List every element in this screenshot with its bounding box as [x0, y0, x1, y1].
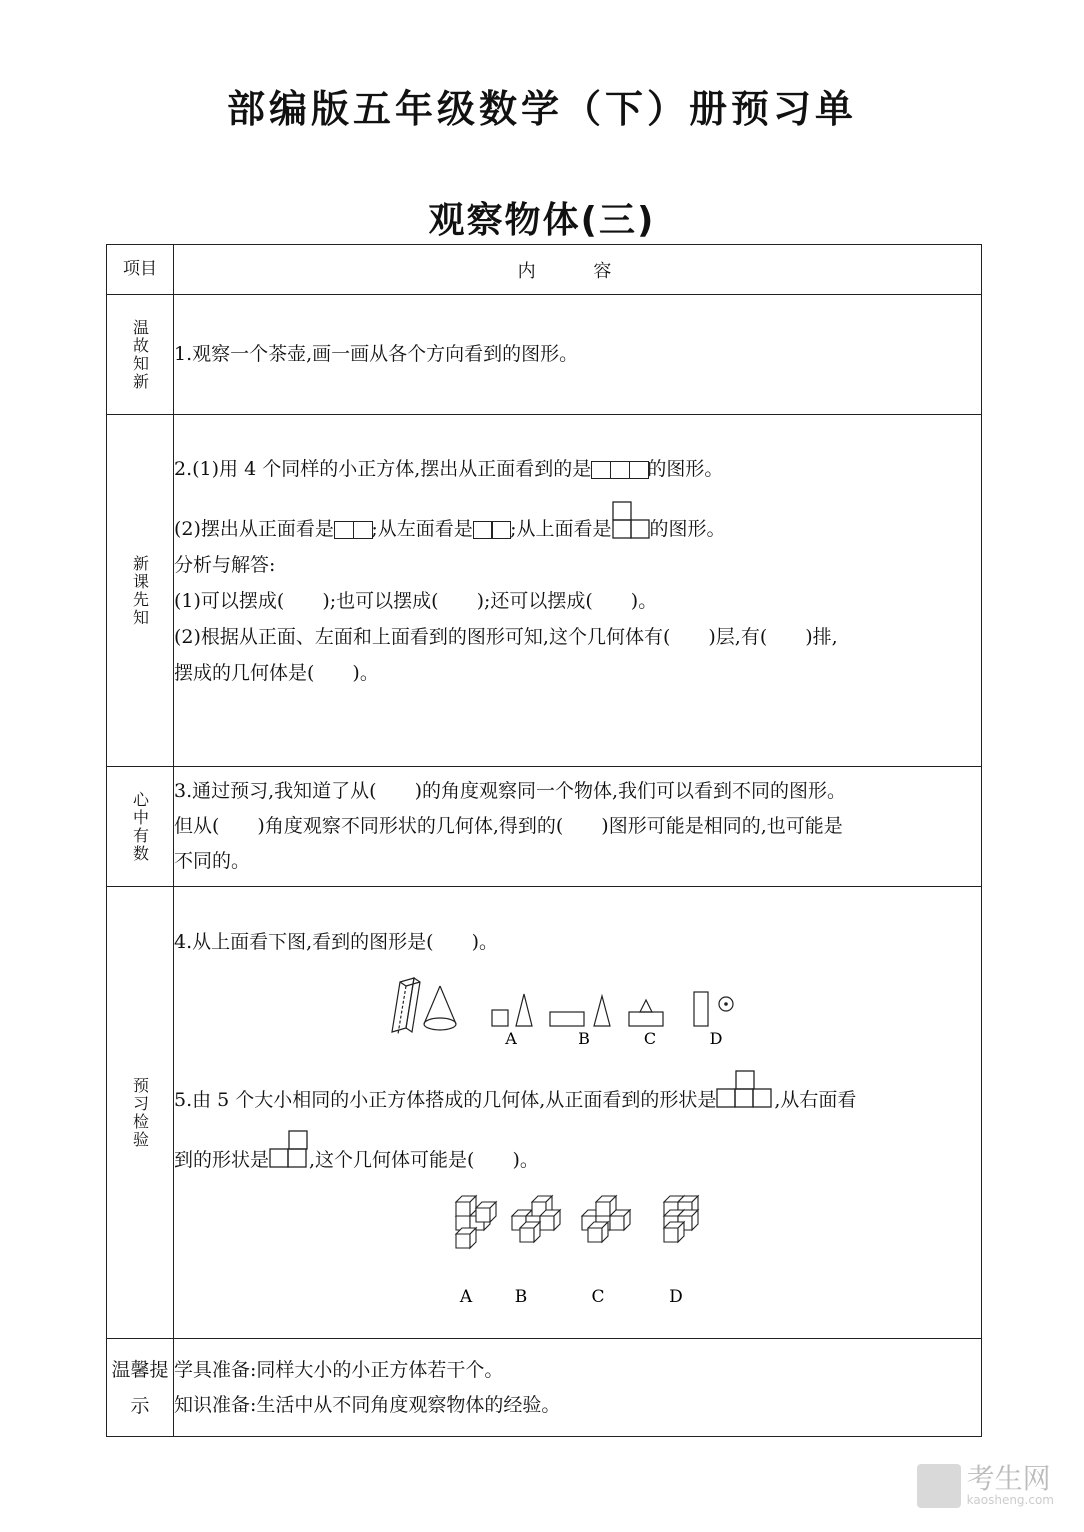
row-label: 温馨提示	[107, 1339, 174, 1437]
answer-line-3: 摆成的几何体是( )。	[174, 661, 379, 684]
option-label: B	[578, 1029, 590, 1048]
question-5-line-1: 5.由 5 个大小相同的小正方体搭成的几何体,从正面看到的形状是 ,从右面看	[174, 1070, 981, 1118]
question-1: 1.观察一个茶壶,画一画从各个方向看到的图形。	[174, 343, 579, 365]
answer-line-1: (1)可以摆成( );也可以摆成( );还可以摆成( )。	[174, 589, 658, 612]
table-row	[107, 887, 982, 1339]
row-label: 新课先知	[107, 415, 174, 767]
header-item: 项目	[107, 245, 174, 295]
table-row	[107, 767, 982, 887]
tip-line: 学具准备:同样大小的小正方体若干个。	[174, 1358, 504, 1381]
row-content	[174, 887, 982, 1339]
question-3-line-3: 不同的。	[174, 850, 251, 872]
watermark-text: 考生网	[966, 1462, 1051, 1495]
page-title: 部编版五年级数学（下）册预习单	[226, 87, 857, 131]
question-5-line-2: 到的形状是 ,这个几何体可能是( )。	[174, 1130, 981, 1178]
question-2-line-2	[174, 501, 981, 547]
text: 2.(1)用 4 个同样的小正方体,摆出从正面看到的是	[174, 457, 592, 480]
option-b-triangle	[594, 996, 610, 1026]
right-view-figure	[269, 1130, 309, 1170]
row-label: 温故知新	[107, 295, 174, 415]
option-a-triangle	[516, 994, 532, 1026]
row-label: 心中有数	[107, 767, 174, 887]
option-label: C	[643, 1029, 657, 1048]
text: 的图形。	[649, 517, 726, 540]
two-squares-figure	[334, 518, 371, 540]
text: (2)摆出从正面看是	[174, 517, 334, 540]
l-shape-figure	[612, 501, 650, 541]
row-content	[174, 1339, 982, 1437]
option-b-rect	[550, 1012, 584, 1026]
header-content: 内 容	[174, 245, 982, 295]
option-a-square	[492, 1010, 508, 1026]
page-subtitle: 观察物体(三)	[428, 200, 656, 241]
watermark-url: kaosheng.com	[966, 1493, 1054, 1507]
row-content	[174, 767, 982, 887]
question-2-line-1	[174, 451, 981, 487]
option-d-cubes	[664, 1196, 698, 1242]
option-label: A	[459, 1287, 473, 1307]
front-view-figure	[716, 1070, 774, 1110]
option-label: B	[514, 1287, 528, 1307]
text: ;从左面看是	[371, 517, 473, 540]
row-content	[174, 415, 982, 767]
analysis-label: 分析与解答:	[174, 553, 276, 576]
option-b-cubes	[512, 1196, 560, 1242]
text: 的图形。	[647, 457, 724, 480]
two-squares-figure	[473, 518, 510, 540]
option-label: D	[709, 1029, 723, 1048]
worksheet-table	[106, 244, 982, 1437]
option-d-rect	[694, 992, 708, 1026]
table-row	[107, 1339, 982, 1437]
table-row	[107, 295, 982, 415]
question-3-line-2: 但从( )角度观察不同形状的几何体,得到的( )图形可能是相同的,也可能是	[174, 815, 843, 837]
answer-line-2: (2)根据从正面、左面和上面看到的图形可知,这个几何体有( )层,有( )排,	[174, 625, 838, 648]
text: ;从上面看是	[510, 517, 612, 540]
watermark	[917, 1464, 1054, 1508]
row-label: 预习检验	[107, 887, 174, 1339]
question-3-line-1: 3.通过预习,我知道了从( )的角度观察同一个物体,我们可以看到不同的图形。	[174, 780, 847, 802]
table-header-row	[107, 245, 982, 295]
option-label: C	[591, 1287, 605, 1307]
option-c-triangle	[640, 1000, 652, 1012]
question-4-figure	[174, 968, 934, 1048]
option-label: A	[505, 1029, 517, 1048]
tip-line: 知识准备:生活中从不同角度观察物体的经验。	[174, 1393, 561, 1416]
table-row	[107, 415, 982, 767]
cone-icon	[424, 986, 456, 1030]
prism-icon	[392, 978, 420, 1034]
question-5-figure	[174, 1182, 934, 1310]
question-4: 4.从上面看下图,看到的图形是( )。	[174, 931, 499, 953]
option-c-cubes	[582, 1196, 630, 1242]
option-label: D	[669, 1287, 683, 1307]
three-squares-figure	[591, 458, 647, 480]
watermark-logo-icon	[917, 1464, 961, 1508]
option-a-cubes	[456, 1196, 496, 1248]
row-content	[174, 295, 982, 415]
option-c-rect	[629, 1012, 663, 1026]
